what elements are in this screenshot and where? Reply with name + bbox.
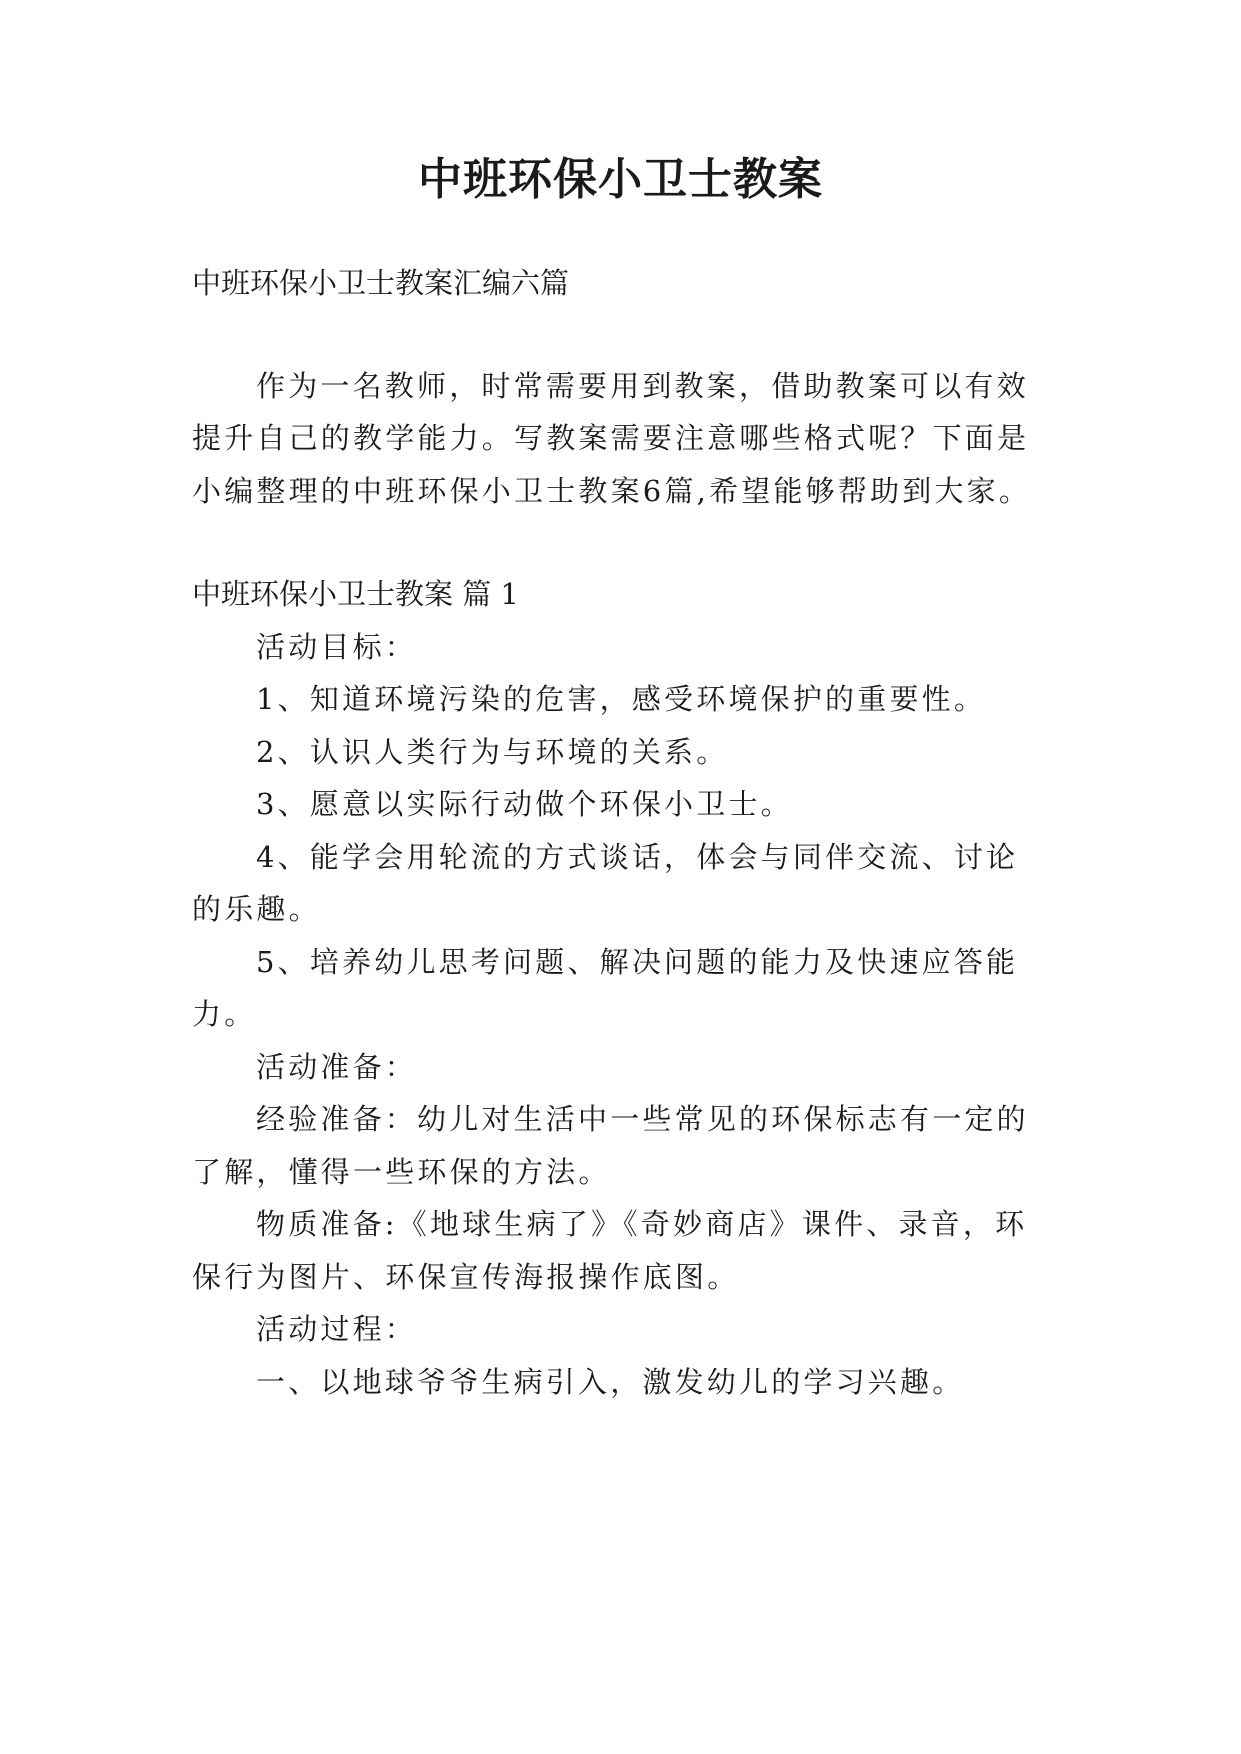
body-line-objective-5-cont: 力。 — [192, 997, 257, 1031]
body-line-objective-1: 1、知道环境污染的危害，感受环境保护的重要性。 — [256, 682, 987, 716]
body-line-objective-4-cont: 的乐趣。 — [192, 892, 321, 926]
document-subtitle: 中班环保小卫士教案汇编六篇 — [192, 266, 570, 300]
body-line-objective-2: 2、认识人类行为与环境的关系。 — [256, 735, 729, 769]
body-line-objective-5: 5、培养幼儿思考问题、解决问题的能力及快速应答能 — [256, 945, 1019, 979]
body-line-process-heading: 活动过程： — [256, 1312, 418, 1346]
body-line-material-prep: 物质准备:《地球生病了》《奇妙商店》课件、录音，环 — [256, 1207, 1028, 1241]
body-line-objective-4: 4、能学会用轮流的方式谈话，体会与同伴交流、讨论 — [256, 840, 1019, 874]
intro-line-1: 作为一名教师，时常需要用到教案，借助教案可以有效 — [256, 369, 1029, 403]
body-line-objectives-heading: 活动目标： — [256, 630, 418, 664]
body-line-experience-prep: 经验准备：幼儿对生活中一些常见的环保标志有一定的 — [256, 1102, 1029, 1136]
body-line-process-step-1: 一、以地球爷爷生病引入，激发幼儿的学习兴趣。 — [256, 1365, 965, 1399]
intro-line-2: 提升自己的教学能力。写教案需要注意哪些格式呢？下面是 — [192, 421, 1030, 455]
body-line-preparation-heading: 活动准备： — [256, 1050, 418, 1084]
intro-line-3: 小编整理的中班环保小卫士教案6篇,希望能够帮助到大家。 — [192, 474, 1032, 508]
body-line-material-prep-cont: 保行为图片、环保宣传海报操作底图。 — [192, 1260, 740, 1294]
body-line-objective-3: 3、愿意以实际行动做个环保小卫士。 — [256, 787, 793, 821]
section-heading: 中班环保小卫士教案 篇 1 — [192, 577, 519, 611]
document-title: 中班环保小卫士教案 — [418, 154, 823, 205]
body-line-experience-prep-cont: 了解，懂得一些环保的方法。 — [192, 1155, 611, 1189]
